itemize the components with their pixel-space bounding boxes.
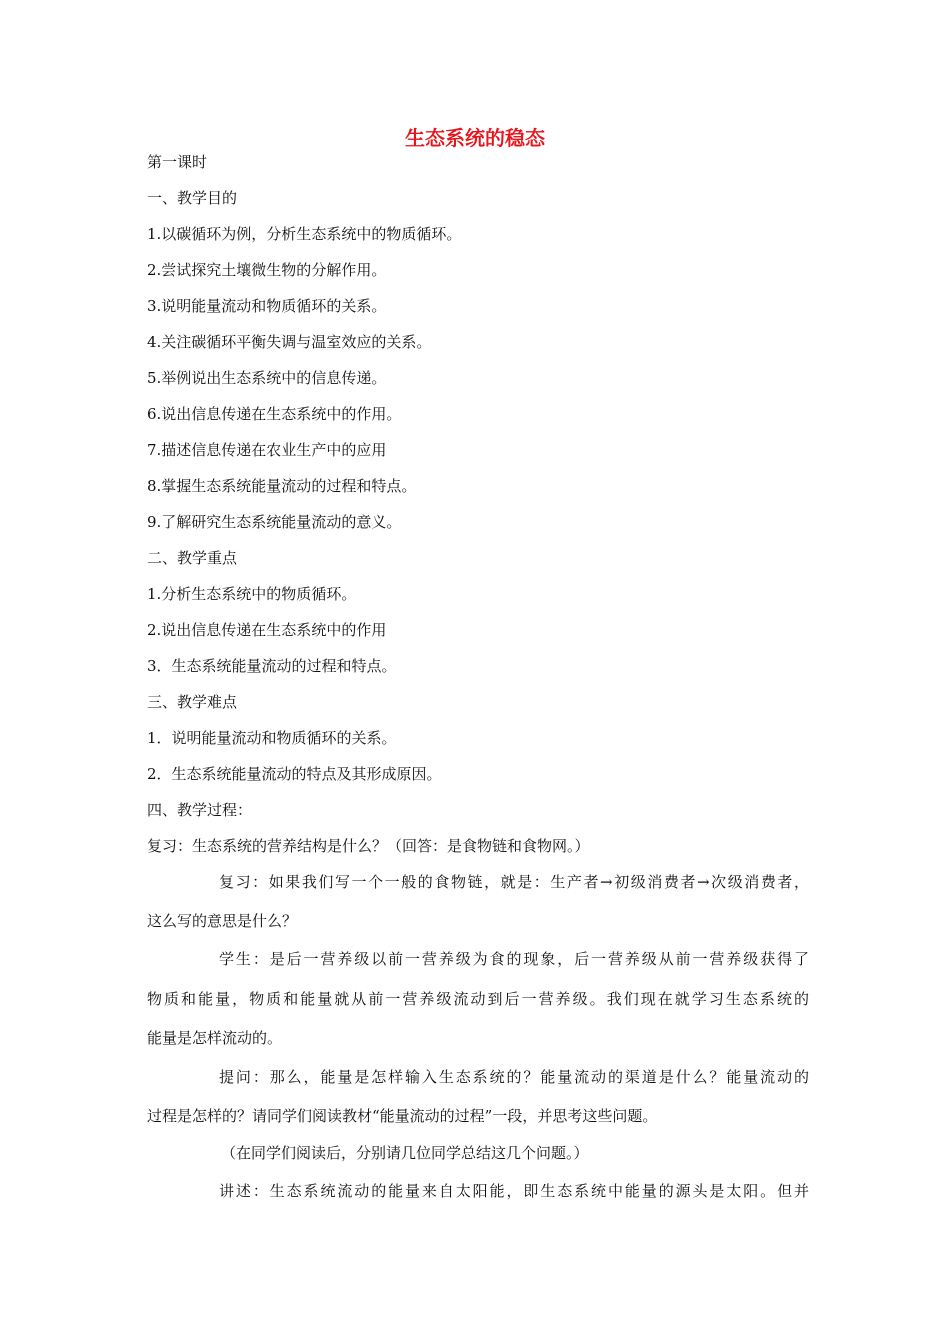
paragraph-line: 提问：那么，能量是怎样输入生态系统的？能量流动的渠道是什么？能量流动的 xyxy=(219,1068,809,1086)
list-item: 5.举例说出生态系统中的信息传递。 xyxy=(147,369,387,387)
list-item: 3.说明能量流动和物质循环的关系。 xyxy=(147,297,387,315)
list-item: 9.了解研究生态系统能量流动的意义。 xyxy=(147,513,402,531)
section-heading: 三、教学难点 xyxy=(147,693,238,711)
list-item: 1.以碳循环为例，分析生态系统中的物质循环。 xyxy=(147,225,462,243)
list-item: 2．生态系统能量流动的特点及其形成原因。 xyxy=(147,765,442,783)
paragraph-line: 复习：生态系统的营养结构是什么？（回答：是食物链和食物网。） xyxy=(147,837,590,855)
paragraph-line: 学生：是后一营养级以前一营养级为食的现象，后一营养级从前一营养级获得了 xyxy=(219,950,809,968)
section-heading: 二、教学重点 xyxy=(147,549,238,567)
lesson-label: 第一课时 xyxy=(147,153,208,171)
paragraph-line: 讲述：生态系统流动的能量来自太阳能，即生态系统中能量的源头是太阳。但并 xyxy=(219,1182,809,1200)
list-item: 1．说明能量流动和物质循环的关系。 xyxy=(147,729,397,747)
document-title: 生态系统的稳态 xyxy=(405,126,545,150)
paragraph-line: 复习：如果我们写一个一般的食物链，就是：生产者→初级消费者→次级消费者， xyxy=(219,873,809,891)
list-item: 6.说出信息传递在生态系统中的作用。 xyxy=(147,405,402,423)
paragraph-line: 过程是怎样的？请同学们阅读教材“能量流动的过程”一段，并思考这些问题。 xyxy=(147,1107,658,1125)
list-item: 8.掌握生态系统能量流动的过程和特点。 xyxy=(147,477,417,495)
list-item: 2.尝试探究土壤微生物的分解作用。 xyxy=(147,261,387,279)
section-heading: 四、教学过程： xyxy=(147,801,253,819)
paragraph-line: （在同学们阅读后，分别请几位同学总结这几个问题。） xyxy=(221,1144,589,1162)
list-item: 2.说出信息传递在生态系统中的作用 xyxy=(147,621,387,639)
list-item: 3．生态系统能量流动的过程和特点。 xyxy=(147,657,397,675)
paragraph-line: 能量是怎样流动的。 xyxy=(147,1029,283,1047)
section-heading: 一、教学目的 xyxy=(147,189,238,207)
list-item: 7.描述信息传递在农业生产中的应用 xyxy=(147,441,387,459)
list-item: 1.分析生态系统中的物质循环。 xyxy=(147,585,357,603)
paragraph-line: 这么写的意思是什么？ xyxy=(147,912,298,930)
list-item: 4.关注碳循环平衡失调与温室效应的关系。 xyxy=(147,333,432,351)
paragraph-line: 物质和能量，物质和能量就从前一营养级流动到后一营养级。我们现在就学习生态系统的 xyxy=(147,990,809,1008)
